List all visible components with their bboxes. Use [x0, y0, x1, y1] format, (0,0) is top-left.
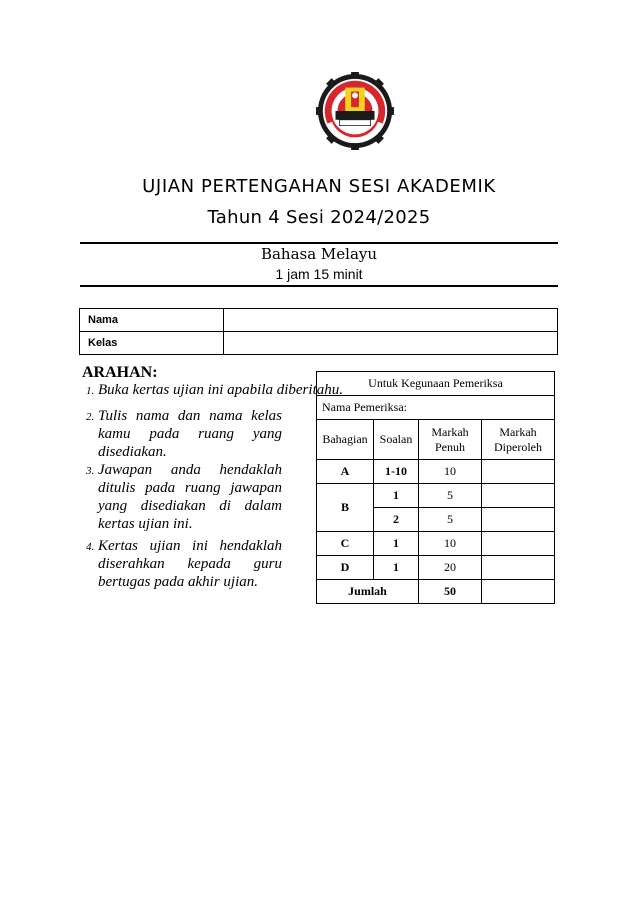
- instruction-text: Kertas ujian ini hendaklah diserahkan kepada guru bertugas pada akhir ujian.: [98, 538, 282, 590]
- question-cell: 1: [374, 556, 419, 580]
- marks-obtained-cell[interactable]: [482, 556, 555, 580]
- full-marks-cell: 5: [419, 508, 482, 532]
- section-cell: D: [317, 556, 374, 580]
- exam-title: UJIAN PERTENGAHAN SESI AKADEMIK: [142, 176, 496, 197]
- examiner-table-title-row: [317, 372, 555, 396]
- examiner-table: [316, 371, 555, 604]
- section-cell: B: [317, 484, 374, 532]
- instruction-number: 1.: [86, 385, 95, 397]
- full-marks-cell: 5: [419, 484, 482, 508]
- class-field[interactable]: [224, 332, 558, 355]
- name-field[interactable]: [224, 309, 558, 332]
- question-cell: 1: [374, 484, 419, 508]
- section-cell: A: [317, 460, 374, 484]
- total-row: [317, 580, 555, 604]
- question-cell: 1-10: [374, 460, 419, 484]
- instruction-item: [86, 407, 282, 461]
- question-cell: 1: [374, 532, 419, 556]
- header-marks-obtained: Markah Diperoleh: [482, 420, 555, 460]
- instruction-number: 4.: [86, 541, 95, 553]
- divider-top: [80, 242, 558, 244]
- name-label: Nama: [80, 309, 224, 332]
- subject-name: Bahasa Melayu: [260, 245, 378, 263]
- instruction-number: 2.: [86, 411, 95, 423]
- divider-bottom: [80, 285, 558, 287]
- class-label: Kelas: [80, 332, 224, 355]
- total-label: Jumlah: [317, 580, 419, 604]
- instruction-text: Buka kertas ujian ini apabila diberitahu.: [98, 382, 343, 398]
- table-row: [317, 532, 555, 556]
- header-full-marks: Markah Penuh: [419, 420, 482, 460]
- instruction-item: [86, 537, 282, 591]
- name-row: [80, 309, 558, 332]
- exam-subtitle: Tahun 4 Sesi 2024/2025: [207, 207, 431, 228]
- table-row: [317, 484, 555, 508]
- examiner-table-title: Untuk Kegunaan Pemeriksa: [317, 372, 555, 396]
- instruction-text: Jawapan anda hendaklah ditulis pada ruang jawapan yang disediakan di dalam kertas ujian ini.: [98, 462, 282, 532]
- instruction-number: 3.: [86, 465, 95, 477]
- section-cell: C: [317, 532, 374, 556]
- total-value: 50: [419, 580, 482, 604]
- full-marks-cell: 10: [419, 532, 482, 556]
- full-marks-cell: 10: [419, 460, 482, 484]
- header-question: Soalan: [374, 420, 419, 460]
- exam-duration: 1 jam 15 minit: [275, 266, 363, 282]
- marks-obtained-cell[interactable]: [482, 484, 555, 508]
- examiner-name-row: [317, 396, 555, 420]
- question-cell: 2: [374, 508, 419, 532]
- marks-obtained-cell[interactable]: [482, 508, 555, 532]
- student-info-table: [79, 308, 558, 355]
- marks-obtained-cell[interactable]: [482, 460, 555, 484]
- table-row: [317, 556, 555, 580]
- instructions-heading: ARAHAN:: [82, 364, 158, 381]
- examiner-table-header: [317, 420, 555, 460]
- marks-obtained-cell[interactable]: [482, 532, 555, 556]
- class-row: [80, 332, 558, 355]
- table-row: [317, 460, 555, 484]
- instruction-text: Tulis nama dan nama kelas kamu pada ruang yang disediakan.: [98, 408, 282, 460]
- school-crest-icon: [316, 72, 394, 150]
- full-marks-cell: 20: [419, 556, 482, 580]
- examiner-name-label: Nama Pemeriksa:: [317, 396, 555, 420]
- total-obtained-cell[interactable]: [482, 580, 555, 604]
- header-section: Bahagian: [317, 420, 374, 460]
- instruction-item: [86, 461, 282, 533]
